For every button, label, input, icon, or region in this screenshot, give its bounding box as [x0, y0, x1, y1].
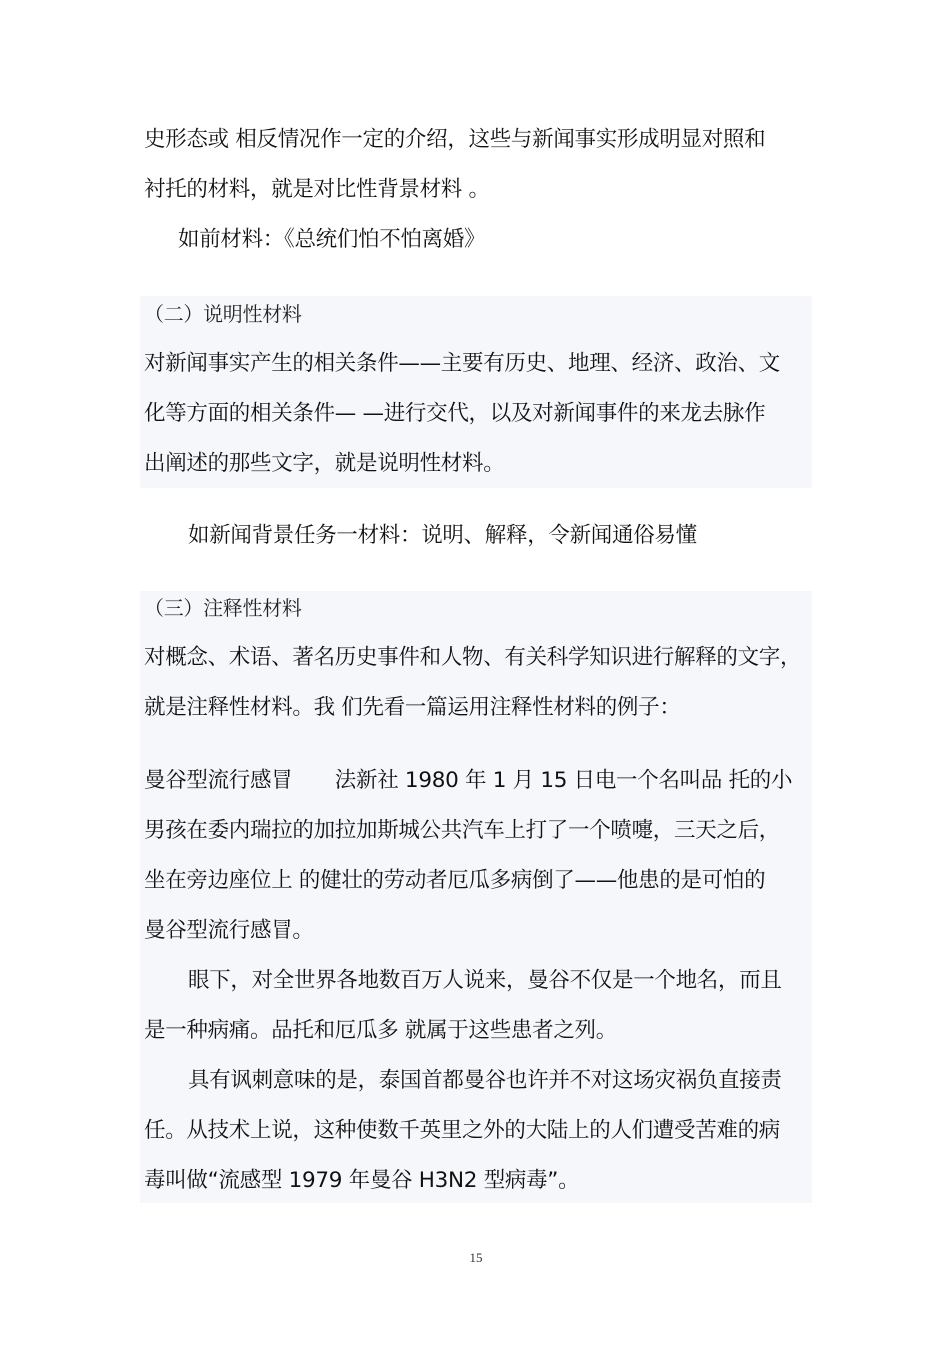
paragraph-line: 史形态或 相反情况作一定的介绍，这些与新闻事实形成明显对照和: [144, 127, 766, 152]
paragraph-line: 曼谷型流行感冒。: [144, 918, 314, 943]
paragraph-line: 男孩在委内瑞拉的加拉加斯城公共汽车上打了一个喷嚏，三天之后，: [144, 818, 781, 843]
paragraph-line: 曼谷型流行感冒 法新社 1980 年 1 月 15 日电一个名叫品 托的小: [144, 768, 793, 793]
paragraph-line: 坐在旁边座位上 的健壮的劳动者厄瓜多病倒了——他患的是可怕的: [144, 868, 766, 893]
paragraph-line: 是一种病痛。品托和厄瓜多 就属于这些患者之列。: [144, 1018, 617, 1043]
paragraph-line: 如前材料：《总统们怕不怕离婚》: [178, 227, 486, 252]
paragraph-line: 化等方面的相关条件— —进行交代，以及对新闻事件的来龙去脉作: [144, 401, 766, 426]
paragraph-line: 任。从技术上说，这种使数千英里之外的大陆上的人们遭受苦难的病: [144, 1118, 781, 1143]
page-number: 15: [469, 1250, 483, 1265]
paragraph-line: 对概念、术语、著名历史事件和人物、有关科学知识进行解释的文字，: [144, 645, 802, 670]
shaded-block-annotative: [140, 591, 812, 1203]
paragraph-line: 就是注释性材料。我 们先看一篇运用注释性材料的例子：: [144, 695, 681, 720]
paragraph-line: 毒叫做“流感型 1979 年曼谷 H3N2 型病毒”。: [144, 1168, 580, 1193]
paragraph-line: 对新闻事实产生的相关条件——主要有历史、地理、经济、政治、文: [144, 351, 781, 376]
paragraph-line: 具有讽刺意味的是，泰国首都曼谷也许并不对这场灾祸负直接责: [188, 1068, 782, 1093]
paragraph-line: 衬托的材料，就是对比性背景材料 。: [144, 177, 490, 202]
paragraph-line: 如新闻背景任务一材料：说明、解释，令新闻通俗易懂: [188, 523, 697, 548]
section-heading-annotative: （三）注释性材料: [144, 596, 302, 620]
paragraph-line: 出阐述的那些文字，就是说明性材料。: [144, 451, 505, 476]
section-heading-explanatory: （二）说明性材料: [144, 302, 302, 326]
paragraph-line: 眼下，对全世界各地数百万人说来，曼谷不仅是一个地名，而且: [188, 968, 782, 993]
